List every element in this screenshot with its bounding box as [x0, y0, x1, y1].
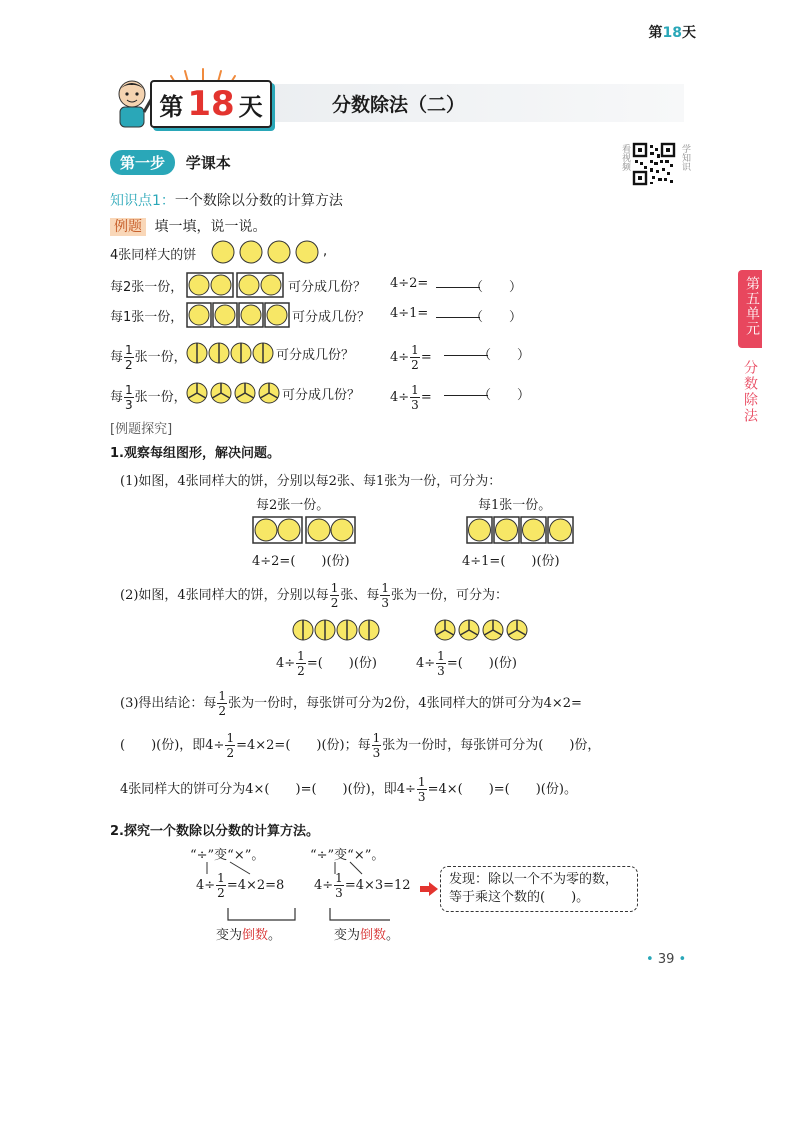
side-tab-unit: 第五单元	[744, 276, 760, 336]
example-row-3: 每 $\frac{1}{2}$ 张一份， 可分成几份？ 4÷ $\frac{1}{2}$ = （ ）	[110, 343, 531, 372]
page-number: • 39 •	[646, 952, 687, 967]
cakes-intro	[210, 238, 330, 266]
arrow-right-icon	[420, 882, 438, 896]
finding-line2: 等于乘这个数的( )。	[449, 890, 590, 905]
half-cake-icon	[293, 620, 313, 640]
qr-block[interactable]	[618, 142, 690, 190]
q1-title: 1.观察每组图形，解决问题。	[110, 446, 280, 461]
knowledge-label: 知识点1：	[110, 193, 175, 209]
finding-box[interactable]	[440, 866, 638, 912]
example-row-2: 每1张一份， 可分成几份？ 4÷1= （ ）	[110, 302, 610, 328]
cake-icon	[296, 241, 318, 263]
side-tab[interactable]	[738, 270, 762, 348]
cake-icon	[212, 241, 234, 263]
third-cake-icon	[435, 620, 455, 640]
half-cake-icon	[253, 343, 273, 363]
step-label: 第一步	[110, 150, 175, 175]
example-row-1: 每2张一份， 可分成几份？ 4÷2= （ ）	[110, 272, 610, 298]
page-day-label: 第18天	[648, 25, 696, 41]
half-cake-icon	[337, 620, 357, 640]
third-cake-icon	[459, 620, 479, 640]
example-tag: 例题	[110, 218, 146, 236]
calc-b: 4÷ $\frac{1}{3}$ =4×3=12	[314, 871, 411, 900]
step-header	[110, 150, 231, 175]
q2-title: 2.探究一个数除以分数的计算方法。	[110, 824, 319, 839]
explore-tag: [例题探究]	[110, 422, 173, 437]
q1-caption-b: 每1张一份。	[478, 498, 552, 513]
q1-part2: (2)如图，4张同样大的饼，分别以每 $\frac{1}{2}$ 张、每 $\frac{1}{3}$ 张为一份，可分为：	[120, 581, 508, 610]
q1-cakes-singles	[466, 516, 574, 544]
day-badge: 第 18 天	[150, 80, 272, 128]
cakes-grouped-1	[186, 302, 290, 328]
q1-eq-d[interactable]: 4÷ $\frac{1}{3}$ =( )(份)	[416, 649, 517, 678]
qr-right-text: 学知识	[680, 144, 690, 171]
half-cake-icon	[187, 343, 207, 363]
half-cake-icon	[209, 343, 229, 363]
calc-a: 4÷ $\frac{1}{2}$ =4×2=8	[196, 871, 285, 900]
third-cake-icon	[507, 620, 527, 640]
q1-eq-c[interactable]: 4÷ $\frac{1}{2}$ =( )(份)	[276, 649, 377, 678]
example-instruction: 填一填，说一说。	[154, 219, 267, 235]
q1-part3-line3[interactable]: 4张同样大的饼可分为4×( )=( )(份)，即4÷ $\frac{1}{3}$ =4×( )=( )(份)。	[120, 775, 577, 804]
q1-cakes-halves	[292, 618, 382, 642]
page-title: 分数除法（二）	[332, 94, 466, 116]
reciprocal-note-b: 变为倒数。	[334, 928, 400, 943]
q1-part3-line2[interactable]: ( )(份)，即4÷ $\frac{1}{2}$ =4×2=( )(份)；每 $\frac{1}{3}$ 张为一份时，每张饼可分为( )份，	[120, 731, 601, 760]
cakes-thirds	[186, 381, 282, 405]
qr-left-text: 看视频	[620, 144, 630, 171]
banner	[110, 74, 685, 132]
cake-icon	[240, 241, 262, 263]
half-cake-icon	[315, 620, 335, 640]
knowledge-text: 一个数除以分数的计算方法	[174, 193, 343, 209]
change-note-b: “÷”变“×”。	[310, 848, 385, 863]
third-cake-icon	[235, 383, 255, 403]
reciprocal-note-a: 变为倒数。	[216, 928, 282, 943]
example-header	[110, 216, 266, 236]
cakes-grouped-2	[186, 272, 286, 298]
intro-comma: ,	[323, 244, 328, 259]
example-row-4: 每 $\frac{1}{3}$ 张一份， 可分成几份？ 4÷ $\frac{1}{3}$ = （ ）	[110, 383, 531, 412]
q1-cakes-thirds	[434, 618, 530, 642]
third-cake-icon	[211, 383, 231, 403]
finding-line1: 发现：除以一个不为零的数，	[449, 872, 619, 887]
half-cake-icon	[231, 343, 251, 363]
qr-code-icon[interactable]	[632, 142, 676, 186]
example-intro: 4张同样大的饼	[110, 248, 197, 263]
q1-eq-a[interactable]: 4÷2=( )(份)	[252, 554, 350, 569]
change-note-a: “÷”变“×”。	[190, 848, 265, 863]
third-cake-icon	[187, 383, 207, 403]
third-cake-icon	[259, 383, 279, 403]
side-tab-topic: 分数除法	[742, 360, 758, 424]
q1-part3-line1: (3)得出结论：每 $\frac{1}{2}$ 张为一份时，每张饼可分为2份，4张同样大的饼可分为4×2=	[120, 689, 582, 718]
q1-part1: (1)如图，4张同样大的饼，分别以每2张、每1张为一份，可分为：	[120, 474, 502, 489]
cake-icon	[268, 241, 290, 263]
cakes-halves	[186, 341, 276, 365]
q1-caption-a: 每2张一份。	[256, 498, 330, 513]
q1-eq-b[interactable]: 4÷1=( )(份)	[462, 554, 560, 569]
step-title: 学课本	[185, 154, 231, 172]
knowledge-point	[110, 190, 343, 210]
third-cake-icon	[483, 620, 503, 640]
q1-cakes-pairs	[252, 516, 356, 544]
half-cake-icon	[359, 620, 379, 640]
